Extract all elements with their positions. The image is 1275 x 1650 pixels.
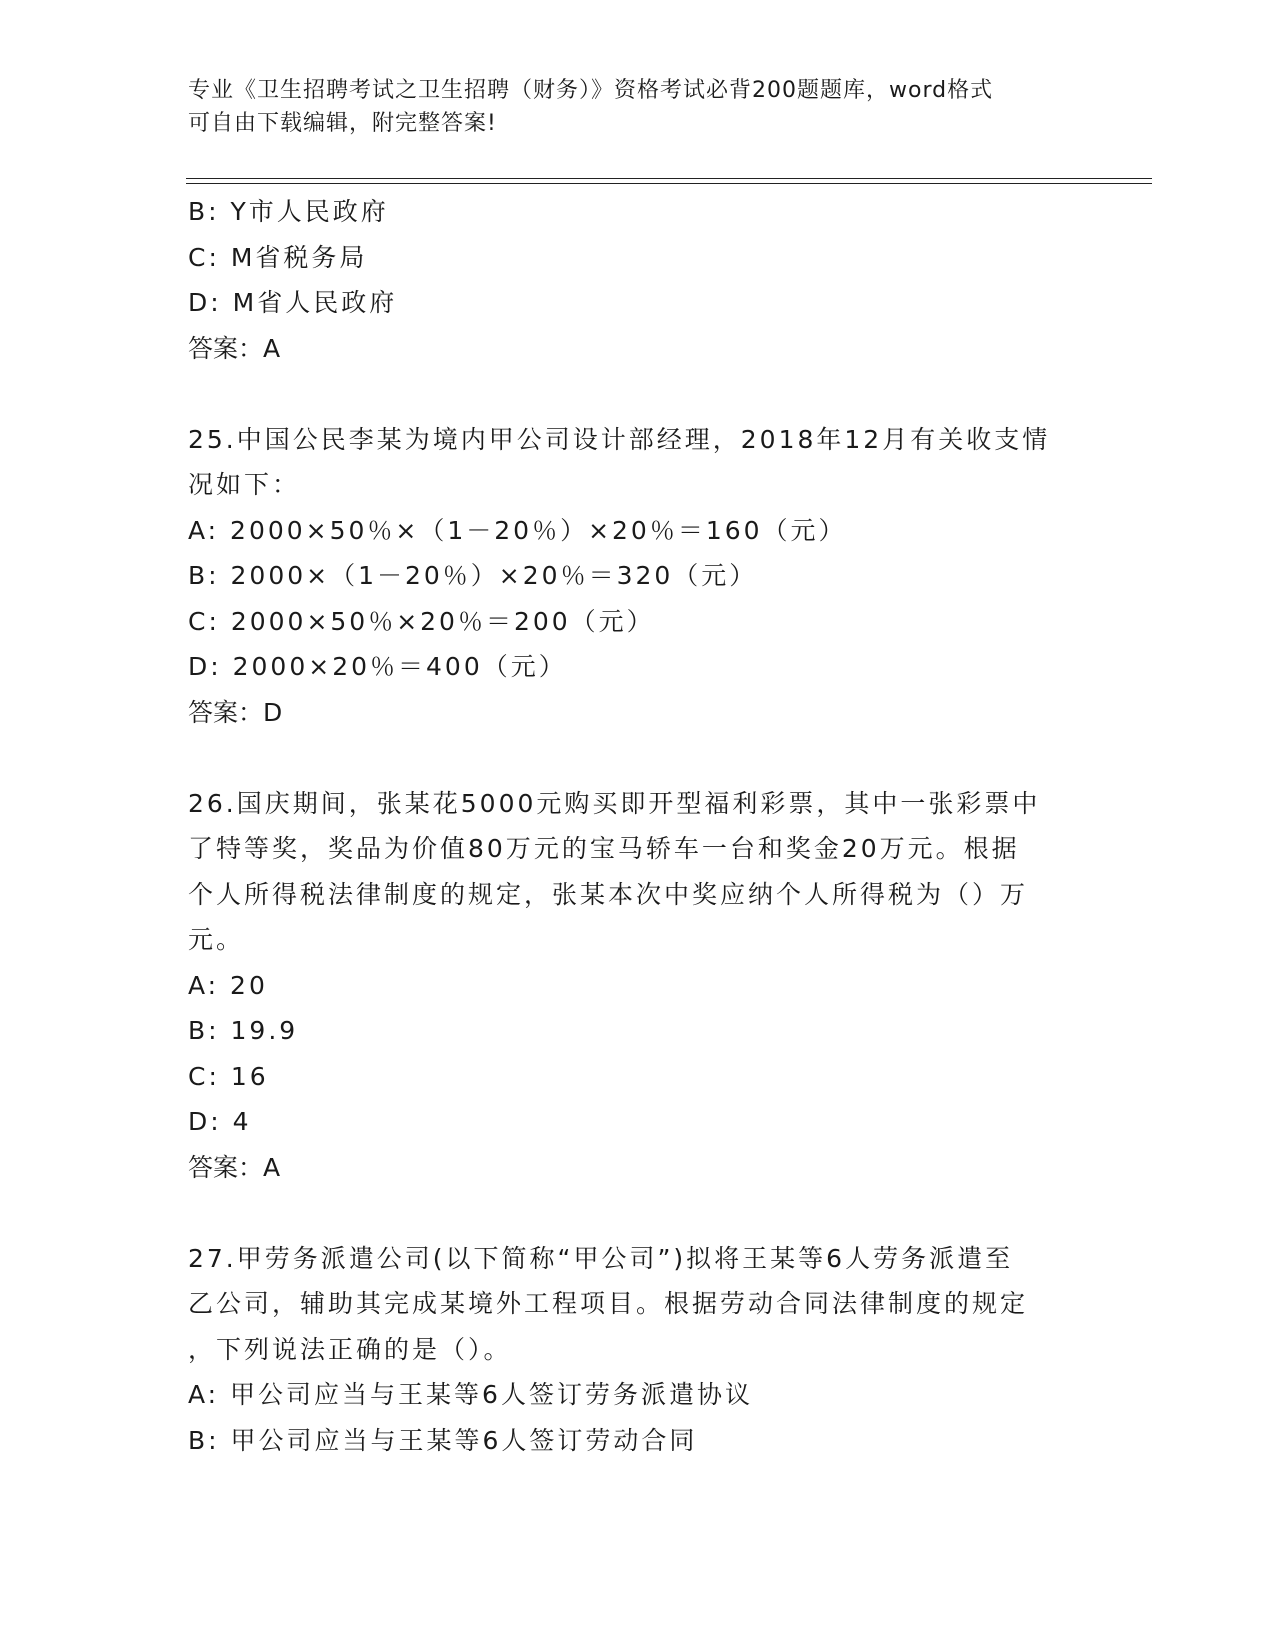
q25-option-b: B: 2000×（1－20％）×20％＝320（元）: [188, 561, 758, 590]
spacer: [188, 735, 1088, 781]
document-header: [188, 74, 1068, 140]
header-divider-bottom: [186, 183, 1152, 184]
q26-stem-line-4: 元。: [188, 925, 245, 954]
q25-stem-line-1: 25.中国公民李某为境内甲公司设计部经理，2018年12月有关收支情: [188, 424, 1051, 454]
q25-option-d: D: 2000×20％＝400（元）: [188, 652, 567, 681]
q24-answer: 答案：A: [188, 333, 281, 363]
header-divider-top: [186, 178, 1152, 179]
q26-stem-line-2: 了特等奖，奖品为价值80万元的宝马轿车一台和奖金20万元。根据: [188, 834, 1020, 863]
question-26: [188, 781, 1088, 1191]
q24-option-c: C: M省税务局: [188, 242, 368, 272]
spacer: [188, 1190, 1088, 1236]
q25-stem-line-2: 况如下：: [188, 470, 301, 499]
q24-option-b: B: Y市人民政府: [188, 197, 389, 226]
q26-option-a: A: 20: [188, 970, 268, 1000]
q26-option-b: B: 19.9: [188, 1016, 299, 1045]
q25-option-a: A: 2000×50％×（1－20％）×20％＝160（元）: [188, 515, 847, 545]
q27-stem-line-2: 乙公司，辅助其完成某境外工程项目。根据劳动合同法律制度的规定: [188, 1289, 1029, 1318]
q26-stem-line-1: 26.国庆期间，张某花5000元购买即开型福利彩票，其中一张彩票中: [188, 788, 1041, 818]
q24-option-d: D: M省人民政府: [188, 288, 398, 317]
spacer: [188, 371, 1088, 417]
question-25: [188, 417, 1088, 736]
question-27: [188, 1236, 1088, 1464]
header-title-line-1: 专业《卫生招聘考试之卫生招聘（财务）》资格考试必背200题题库，word格式: [188, 78, 994, 103]
header-title-line-2: 可自由下载编辑，附完整答案!: [188, 111, 497, 136]
q26-option-c: C: 16: [188, 1061, 269, 1091]
q27-stem-line-1: 27.甲劳务派遣公司(以下简称“甲公司”)拟将王某等6人劳务派遣至: [188, 1243, 1014, 1273]
q27-option-b: B: 甲公司应当与王某等6人签订劳动合同: [188, 1425, 698, 1455]
q27-stem-line-3: ，下列说法正确的是（）。: [188, 1334, 512, 1364]
q26-option-d: D: 4: [188, 1107, 252, 1136]
q25-option-c: C: 2000×50％×20％＝200（元）: [188, 606, 655, 636]
q25-answer: 答案：D: [188, 697, 283, 727]
q26-stem-line-3: 个人所得税法律制度的规定，张某本次中奖应纳个人所得税为（）万: [188, 879, 1029, 909]
q27-option-a: A: 甲公司应当与王某等6人签订劳务派遣协议: [188, 1380, 753, 1409]
question-list: [188, 189, 1088, 1463]
question-24: [188, 189, 1088, 371]
q26-answer: 答案：A: [188, 1152, 281, 1182]
